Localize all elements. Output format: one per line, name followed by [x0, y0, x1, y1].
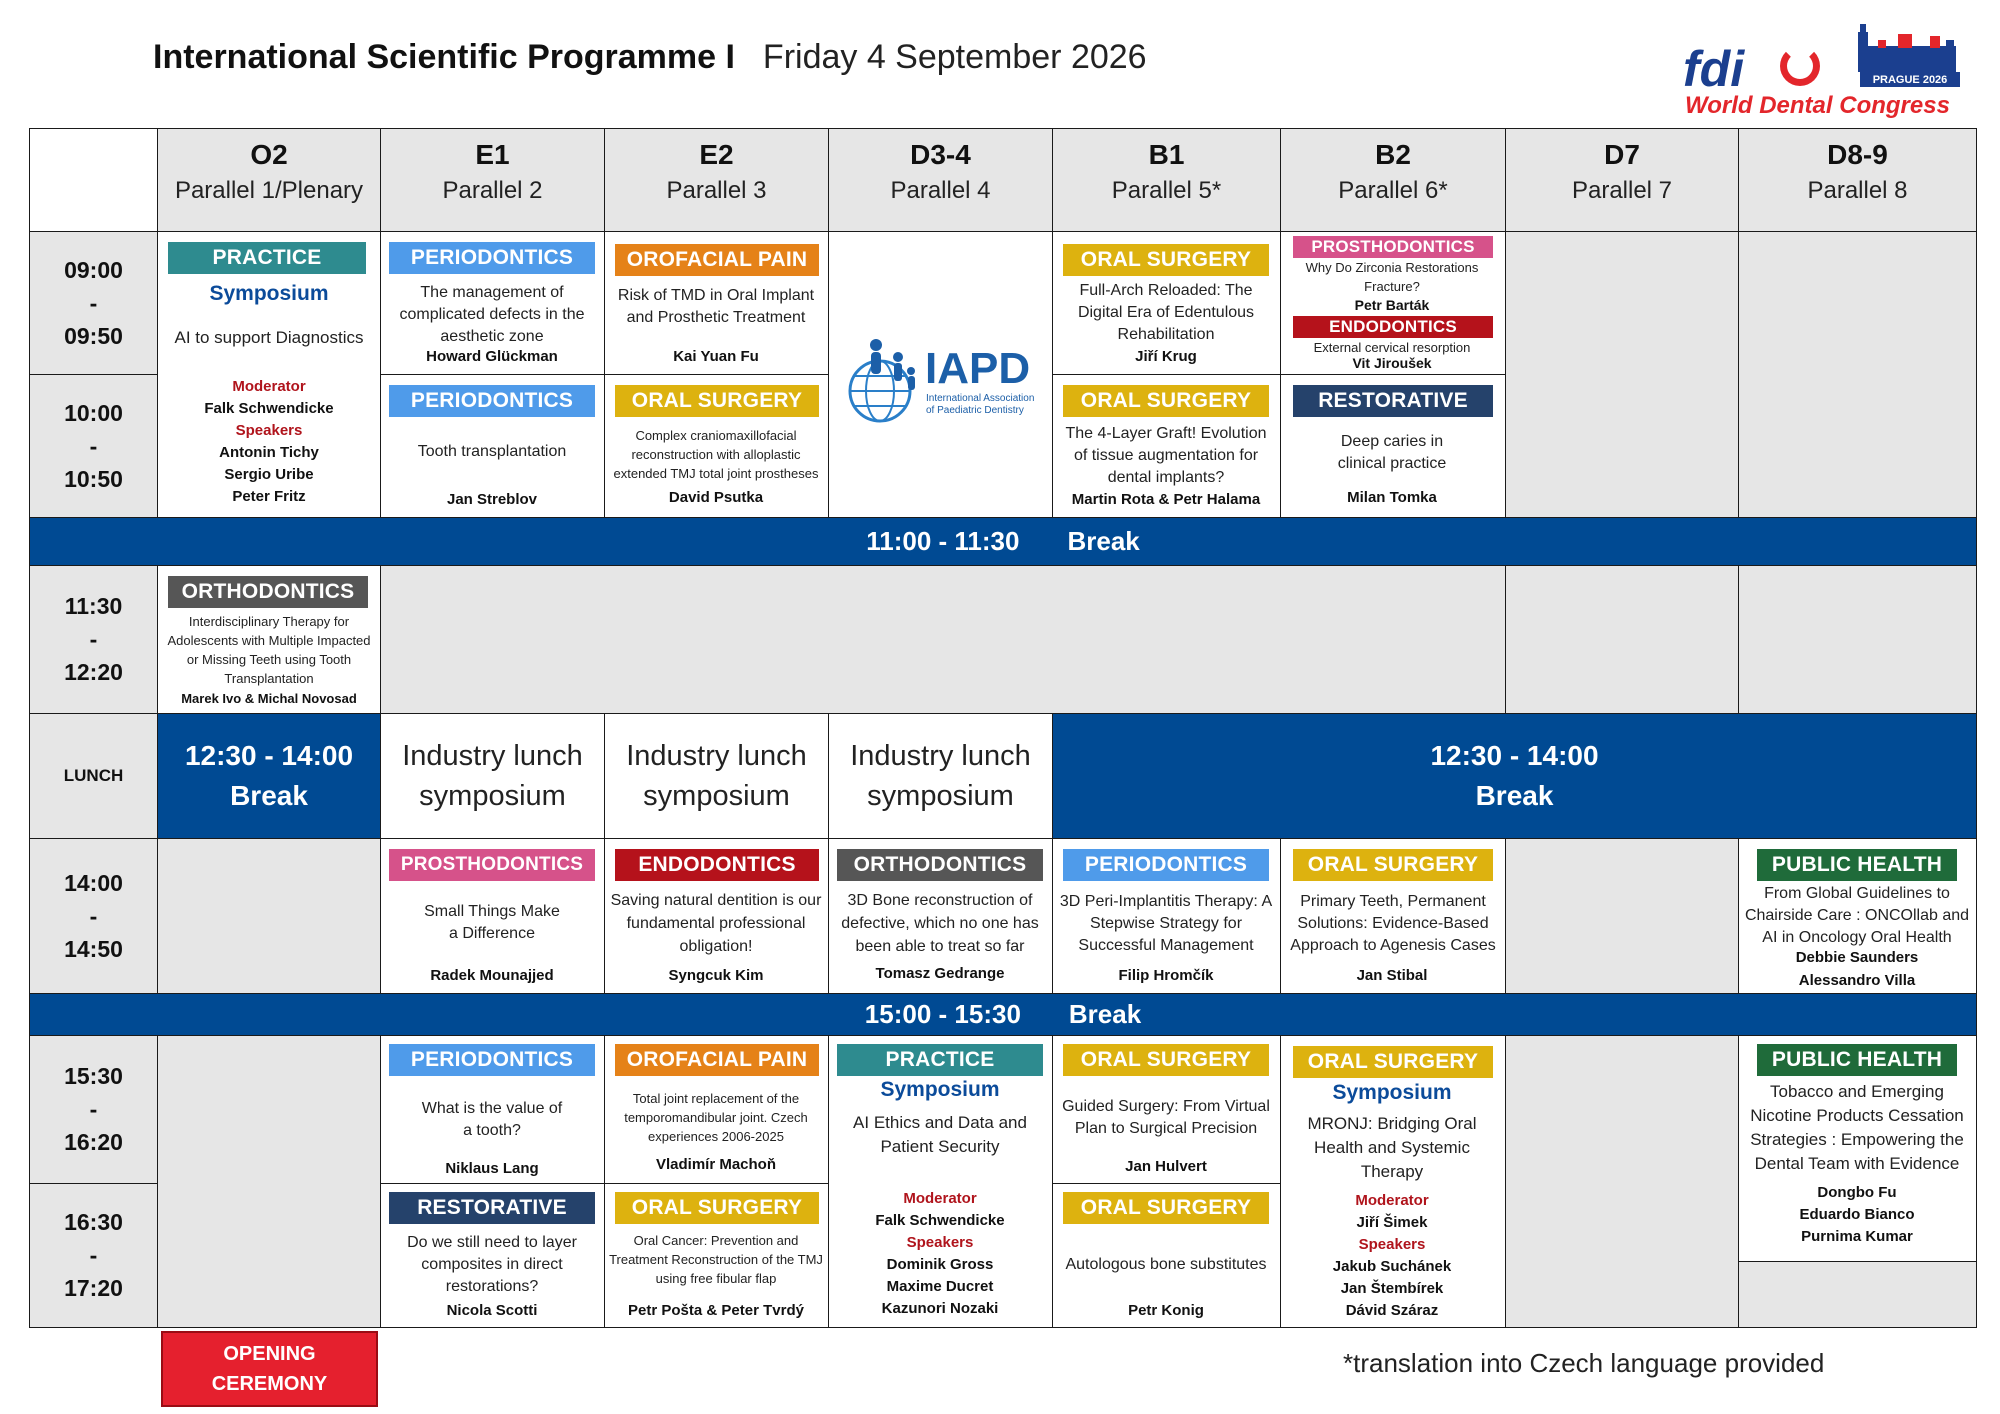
break-time: 11:00 - 11:30: [866, 526, 1020, 556]
session-b2-0900: [1280, 231, 1506, 375]
session-e2-1000: [604, 374, 829, 518]
break-label: Break: [1068, 999, 1142, 1029]
category-tag: PUBLIC HEALTH: [1757, 849, 1957, 881]
category-tag: ENDODONTICS: [615, 849, 819, 881]
speaker-name: Purnima Kumar: [1801, 1228, 1913, 1245]
session-b2-1400: [1280, 838, 1506, 994]
speaker-name: David Psutka: [668, 489, 764, 506]
programme-title: International Scientific Programme I: [153, 38, 735, 76]
category-tag: ENDODONTICS: [1293, 316, 1493, 338]
session-title: Small Things Make a Difference: [424, 903, 560, 942]
empty-d7-morning: [1505, 231, 1739, 518]
category-tag: PROSTHODONTICS: [389, 849, 595, 881]
room-header-b2: B2 Parallel 6*: [1280, 128, 1506, 232]
speaker-name: Petr Pošta & Peter Tvrdý: [628, 1302, 804, 1319]
session-title: What is the value of a tooth?: [421, 1100, 563, 1139]
category-tag: PRACTICE: [837, 1044, 1043, 1076]
session-e1-0900: [380, 231, 605, 375]
session-e1-1630: [380, 1183, 605, 1328]
speaker-name: Petr Barták: [1354, 297, 1430, 313]
fdi-logo: [1683, 24, 1963, 124]
session-e1-1000: [380, 374, 605, 518]
empty-d89-1130: [1738, 565, 1977, 714]
session-b1-1400: [1052, 838, 1281, 994]
category-tag: RESTORATIVE: [389, 1192, 595, 1224]
programme-date: Friday 4 September 2026: [762, 38, 1147, 76]
session-title: Autologous bone substitutes: [1065, 1256, 1267, 1273]
category-tag: ORAL SURGERY: [1293, 849, 1493, 881]
room-header-d7: D7 Parallel 7: [1505, 128, 1739, 232]
session-b1-1530: [1052, 1035, 1281, 1184]
session-title: Tooth transplantation: [417, 443, 567, 460]
speaker-name: Dávid Száraz: [1345, 1302, 1439, 1319]
speaker-name: Jan Štembírek: [1340, 1280, 1444, 1297]
speakers-label: Speakers: [906, 1234, 974, 1251]
moderator-name: Falk Schwendicke: [875, 1212, 1005, 1229]
session-title: Total joint replacement of the temporomandibular joint. Czech experiences 2006-2025: [624, 1091, 808, 1144]
break-bar-1500: [29, 993, 1977, 1036]
iapd-full-line1: International Association: [926, 393, 1035, 404]
speaker-name: Vladimír Machoň: [655, 1156, 777, 1173]
speaker-name: Antonin Tichy: [219, 444, 319, 461]
category-tag: ORAL SURGERY: [615, 1192, 819, 1224]
category-tag: ORTHODONTICS: [168, 576, 368, 608]
time-slot-1130: 11:30 - 12:20: [29, 565, 158, 714]
room-header-b1: B1 Parallel 5*: [1052, 128, 1281, 232]
speaker-name: Dominik Gross: [886, 1256, 994, 1273]
break-label: Break: [1475, 780, 1554, 811]
speaker-name: Jiří Krug: [1135, 348, 1197, 365]
time-slot-1630: 16:30 - 17:20: [29, 1183, 158, 1328]
session-title: Tobacco and Emerging Nicotine Products Cessation Strategies : Empowering the Dental Team with Evidence: [1750, 1082, 1964, 1173]
speaker-name: Jan Hulvert: [1125, 1158, 1207, 1175]
room-header-o2: O2 Parallel 1/Plenary: [157, 128, 381, 232]
speaker-name: Martin Rota & Petr Halama: [1071, 491, 1261, 508]
category-tag: PRACTICE: [168, 242, 366, 274]
lunch-break-right: [1052, 713, 1977, 839]
speaker-name: Nicola Scotti: [446, 1302, 538, 1319]
speaker-name: Eduardo Bianco: [1799, 1206, 1915, 1223]
session-title: Deep caries in clinical practice: [1337, 433, 1447, 472]
empty-d7-1400: [1505, 838, 1739, 994]
speaker-name: Jan Stibal: [1356, 967, 1428, 984]
room-header-d89: D8-9 Parallel 8: [1738, 128, 1977, 232]
speaker-name: Syngcuk Kim: [668, 967, 764, 984]
time-slot-0900: 09:00 - 09:50: [29, 231, 158, 375]
speaker-name: Tomasz Gedrange: [875, 965, 1005, 982]
speaker-name: Debbie Saunders: [1795, 949, 1919, 966]
break-time: 15:00 - 15:30: [864, 999, 1021, 1029]
speakers-label: Speakers: [1358, 1236, 1426, 1253]
category-tag: ORAL SURGERY: [1293, 1046, 1493, 1078]
logo-brand: fdi: [1683, 41, 1745, 97]
category-tag: PERIODONTICS: [389, 1044, 595, 1076]
empty-1130-block: [380, 565, 1506, 714]
empty-o2-afternoon: [157, 1035, 381, 1328]
category-tag: ORAL SURGERY: [1063, 1044, 1269, 1076]
speaker-name: Vit Jiroušek: [1352, 355, 1432, 371]
session-title: Full-Arch Reloaded: The Digital Era of Edentulous Rehabilitation: [1077, 282, 1255, 343]
session-b2-1000: [1280, 374, 1506, 518]
speaker-name: Marek Ivo & Michal Novosad: [181, 691, 357, 706]
time-slot-1000: 10:00 - 10:50: [29, 374, 158, 518]
session-o2-1130: [157, 565, 381, 714]
break-label: Break: [1067, 526, 1140, 556]
corner-cell: [29, 128, 158, 232]
category-tag: ORAL SURGERY: [1063, 1192, 1269, 1224]
iapd-full-line2: of Paediatric Dentistry: [926, 405, 1024, 416]
moderator-label: Moderator: [1355, 1192, 1429, 1209]
time-slot-1530: 15:30 - 16:20: [29, 1035, 158, 1184]
empty-d89-1630: [1738, 1261, 1977, 1328]
room-header-e2: E2 Parallel 3: [604, 128, 829, 232]
speaker-name: Jakub Suchánek: [1332, 1258, 1452, 1275]
lunch-break-o2: [157, 713, 381, 839]
session-title: Guided Surgery: From Virtual Plan to Surgical Precision: [1062, 1098, 1270, 1137]
session-title: External cervical resorption: [1313, 340, 1471, 355]
room-header-e1: E1 Parallel 2: [380, 128, 605, 232]
session-b1-1000: [1052, 374, 1281, 518]
symposium-label: Symposium: [880, 1078, 1000, 1101]
logo-congress: World Dental Congress: [1685, 92, 1950, 119]
speaker-name: Kai Yuan Fu: [673, 348, 759, 365]
translation-footnote: *translation into Czech language provided: [1343, 1348, 1825, 1378]
session-title: Complex craniomaxillofacial reconstruction with alloplastic extended TMJ total joint prostheses: [613, 428, 819, 481]
prague-castle-icon: [1858, 24, 1963, 88]
speaker-name: Sergio Uribe: [224, 466, 314, 483]
logo-ring-icon: [1780, 46, 1820, 86]
opening-ceremony-badge: OPENING CEREMONY: [161, 1331, 378, 1407]
time-slot-1400: 14:00 - 14:50: [29, 838, 158, 994]
category-tag: RESTORATIVE: [1293, 385, 1493, 417]
moderator-label: Moderator: [232, 378, 306, 395]
speaker-name: Milan Tomka: [1347, 489, 1437, 506]
logo-location: PRAGUE 2026: [1872, 74, 1948, 86]
session-title: Interdisciplinary Therapy for Adolescents with Multiple Impacted or Missing Teeth using Tooth Transplantation: [167, 614, 371, 686]
speaker-name: Niklaus Lang: [445, 1160, 539, 1177]
session-b2-afternoon: [1280, 1035, 1506, 1328]
symposium-label: Symposium: [1332, 1081, 1452, 1104]
break-bar-1100: [29, 517, 1977, 566]
session-title: MRONJ: Bridging Oral Health and Systemic Therapy: [1307, 1114, 1477, 1181]
session-e2-1530: [604, 1035, 829, 1184]
session-e2-1630: [604, 1183, 829, 1328]
session-title: Why Do Zirconia Restorations Fracture?: [1305, 260, 1479, 294]
session-title: Saving natural dentition is our fundamental professional obligation!: [610, 892, 822, 955]
room-header-d34: D3-4 Parallel 4: [828, 128, 1053, 232]
break-time: 12:30 - 14:00: [1430, 740, 1599, 771]
iapd-logo: [838, 333, 1048, 433]
session-title: Primary Teeth, Permanent Solutions: Evidence-Based Approach to Agenesis Cases: [1290, 893, 1496, 954]
category-tag: PERIODONTICS: [389, 242, 595, 274]
session-title: AI to support Diagnostics: [174, 328, 364, 347]
session-title: 3D Peri-Implantitis Therapy: A Stepwise Strategy for Successful Management: [1059, 893, 1273, 954]
session-d34-1400: [828, 838, 1053, 994]
category-tag: ORAL SURGERY: [615, 385, 819, 417]
empty-d7-1130: [1505, 565, 1739, 714]
session-d34-afternoon: [828, 1035, 1053, 1328]
session-title: The 4-Layer Graft! Evolution of tissue augmentation for dental implants?: [1065, 425, 1267, 486]
speaker-name: Dongbo Fu: [1817, 1184, 1897, 1201]
speaker-name: Petr Konig: [1128, 1302, 1204, 1319]
speaker-name: Alessandro Villa: [1798, 972, 1916, 989]
session-title: From Global Guidelines to Chairside Care : ONCOllab and AI in Oncology Oral Health: [1744, 885, 1970, 946]
speaker-name: Maxime Ducret: [886, 1278, 994, 1295]
category-tag: PROSTHODONTICS: [1293, 236, 1493, 258]
industry-lunch-d34: Industry lunch symposium: [828, 713, 1053, 839]
session-e2-1400: [604, 838, 829, 994]
break-time: 12:30 - 14:00: [184, 740, 354, 771]
session-title: The management of complicated defects in the aesthetic zone: [399, 284, 585, 345]
speakers-label: Speakers: [235, 422, 303, 439]
session-d89-1530: [1738, 1035, 1977, 1262]
speaker-name: Radek Mounajjed: [430, 967, 554, 984]
category-tag: ORTHODONTICS: [837, 849, 1043, 881]
industry-lunch-e1: Industry lunch symposium: [380, 713, 605, 839]
category-tag: OROFACIAL PAIN: [615, 244, 819, 276]
symposium-label: Symposium: [209, 282, 329, 305]
session-e1-1400: [380, 838, 605, 994]
empty-d7-afternoon: [1505, 1035, 1739, 1328]
page-title: [153, 38, 1147, 77]
session-title: Oral Cancer: Prevention and Treatment Reconstruction of the TMJ using free fibular flap: [609, 1233, 823, 1286]
session-b1-1630: [1052, 1183, 1281, 1328]
category-tag: PUBLIC HEALTH: [1757, 1044, 1957, 1076]
iapd-name: IAPD: [925, 344, 1031, 393]
empty-o2-1400: [157, 838, 381, 994]
speaker-name: Peter Fritz: [232, 488, 306, 505]
speaker-name: Jan Streblov: [446, 491, 538, 508]
moderator-name: Jiří Šimek: [1356, 1214, 1428, 1231]
lunch-label: LUNCH: [29, 713, 158, 839]
session-d89-1400: [1738, 838, 1977, 994]
session-b1-0900: [1052, 231, 1281, 375]
session-title: Do we still need to layer composites in direct restorations?: [407, 1234, 577, 1295]
session-title: Risk of TMD in Oral Implant and Prosthetic Treatment: [617, 287, 815, 326]
category-tag: ORAL SURGERY: [1063, 244, 1269, 276]
category-tag: OROFACIAL PAIN: [615, 1044, 819, 1076]
category-tag: ORAL SURGERY: [1063, 385, 1269, 417]
speaker-name: Howard Glückman: [426, 348, 558, 365]
session-title: AI Ethics and Data and Patient Security: [853, 1113, 1027, 1156]
session-e2-0900: [604, 231, 829, 375]
session-title: 3D Bone reconstruction of defective, which no one has been able to treat so far: [841, 892, 1039, 955]
moderator-name: Falk Schwendicke: [204, 400, 334, 417]
session-e1-1530: [380, 1035, 605, 1184]
break-label: Break: [230, 780, 308, 811]
speaker-name: Filip Hromčík: [1118, 967, 1214, 984]
category-tag: PERIODONTICS: [389, 385, 595, 417]
speaker-name: Kazunori Nozaki: [881, 1300, 999, 1317]
moderator-label: Moderator: [903, 1190, 977, 1207]
category-tag: PERIODONTICS: [1063, 849, 1269, 881]
session-o2-morning: [157, 231, 381, 518]
empty-d89-morning: [1738, 231, 1977, 518]
industry-lunch-e2: Industry lunch symposium: [604, 713, 829, 839]
